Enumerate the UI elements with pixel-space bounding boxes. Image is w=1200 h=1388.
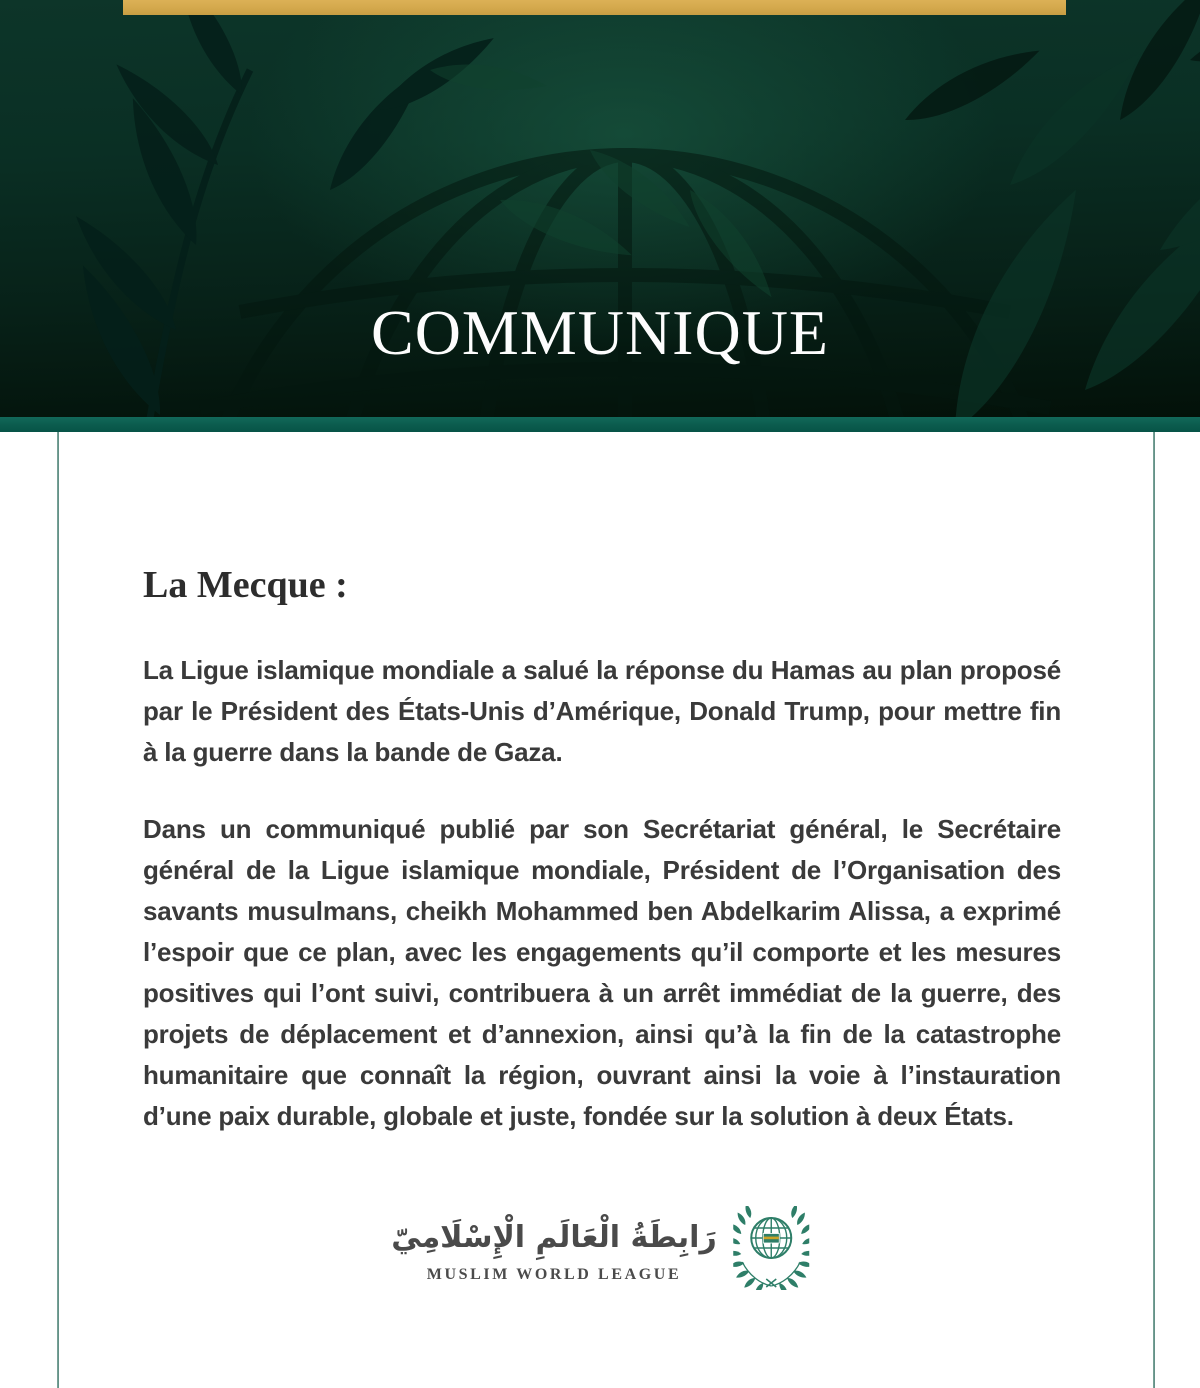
mwl-emblem-globe-wreath-icon [733, 1206, 809, 1290]
mwl-arabic-name: رَابِطَةُ الْعَالَمِ الْإِسْلَامِيّ [391, 1220, 717, 1255]
location-heading: La Mecque : [143, 564, 348, 606]
paragraph-1: La Ligue islamique mondiale a salué la réponse du Hamas au plan proposé par le Président des États-Unis d’Amérique, Donald Trump, pour mettre fin à la guerre dans la bande de Gaza. [143, 655, 1061, 767]
right-border-line [1153, 432, 1155, 1388]
header-banner [0, 0, 1200, 417]
mwl-latin-name: MUSLIM WORLD LEAGUE [426, 1266, 682, 1283]
left-border-line [57, 432, 59, 1388]
paragraph-2: Dans un communiqué publié par son Secrétariat général, le Secrétaire général de la Ligue islamique mondiale, Président de l’Organisation des savants musulmans, cheikh Mohammed ben Abdelkarim Alissa, a exprimé l’espoir que ce plan, avec les engagements qu’il comporte et les mesures positives qui l’ont suivi, contribuera à un arrêt immédiat de la guerre, des projets de déplacement et d’annexion, ainsi qu’à la fin de la catastrophe humanitaire que connaît la région, ouvrant ainsi la voie à l’instauration d’une paix durable, globale et juste, fondée sur la solution à deux États. [143, 814, 1061, 1131]
communique-body [143, 562, 1061, 1137]
gold-accent-bar [123, 0, 1066, 15]
mwl-logo [391, 1206, 809, 1290]
teal-divider-band [0, 417, 1200, 432]
page-title: COMMUNIQUE [371, 297, 829, 368]
mwl-logo-text [391, 1212, 717, 1284]
